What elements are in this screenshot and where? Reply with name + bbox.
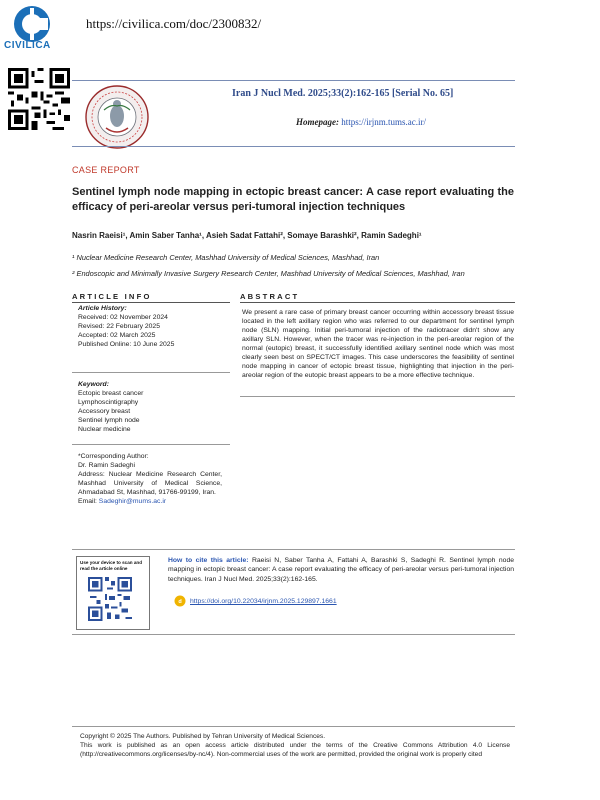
article-title: Sentinel lymph node mapping in ectopic breast cancer: A case report evaluating the efficacy of peri-areolar versus peri-tumoral injection techniques (72, 186, 514, 213)
header-rule-bottom (72, 146, 515, 147)
svg-text:d: d (178, 599, 182, 606)
info-divider-2 (72, 444, 230, 445)
keyword-item: Nuclear medicine (78, 426, 131, 433)
footer-rule (72, 726, 515, 727)
corresponding-block (72, 452, 222, 506)
history-label: Article History: (78, 305, 127, 312)
homepage-link[interactable]: https://irjnm.tums.ac.ir/ (341, 117, 426, 127)
keywords-block (72, 380, 232, 434)
keyword-item: Accessory breast (78, 408, 131, 415)
abstract-end-rule (240, 396, 515, 397)
abstract-rule (240, 302, 515, 303)
homepage-label: Homepage: (296, 117, 339, 127)
email-label: Email: (78, 498, 97, 505)
scan-instruction: Use your device to scan and read the article online (80, 560, 143, 571)
doi-icon (174, 595, 186, 607)
doi-link[interactable]: https://doi.org/10.22034/irjnm.2025.129897.1661 (190, 598, 337, 605)
cite-rule-top (72, 549, 515, 550)
keyword-item: Sentinel lymph node (78, 417, 140, 424)
journal-logo-icon (84, 84, 150, 150)
info-divider-1 (72, 372, 230, 373)
info-rule (72, 302, 230, 303)
header-rule-top (72, 80, 515, 81)
history-published: Published Online: 10 June 2025 (78, 341, 175, 348)
civilica-brand: CIVILICA (4, 40, 51, 51)
copyright-text: Copyright © 2025 The Authors. Published by Tehran University of Medical Sciences. (80, 733, 326, 740)
keyword-item: Ectopic breast cancer (78, 390, 144, 397)
history-accepted: Accepted: 02 March 2025 (78, 332, 156, 339)
keyword-label: Keyword: (78, 381, 109, 388)
corresponding-email-row (78, 497, 222, 506)
document-url[interactable]: https://civilica.com/doc/2300832/ (86, 16, 262, 31)
keyword-item: Lymphoscintigraphy (78, 399, 139, 406)
affiliation-1: ¹ Nuclear Medicine Research Center, Mashhad University of Medical Sciences, Mashhad, Iran (72, 253, 380, 262)
cite-rule-bottom (72, 634, 515, 635)
how-to-cite-label: How to cite this article: (168, 557, 249, 564)
article-authors: Nasrin Raeisi¹, Amin Saber Tanha¹, Asieh Sadat Fattahi², Somaye Barashki², Ramin Sadeghi¹ (72, 231, 422, 240)
footer (80, 732, 510, 760)
abstract-heading: ABSTRACT (240, 292, 300, 301)
corresponding-address: Address: Nuclear Medicine Research Center, Mashhad University of Medical Science, Ahmadabad St, Mashhad, 91766-99199, Iran. (78, 471, 222, 496)
journal-homepage (296, 117, 426, 127)
license-text: This work is published as an open access article distributed under the terms of the Creative Commons Attribution 4.0 License (http://creativecommons.org/licenses/by-nc/4). Non-commercial uses of the work are permitted, provided the original work is properly cited (80, 742, 510, 759)
article-info-heading: ARTICLE INFO (72, 292, 152, 301)
abstract-text: We present a rare case of primary breast cancer occurring within accessory breast tissue located in the left axillary region who was referred to our department for sentinel lymph node (SLN) mapping. Initial peri-tumoral injection of the radiotracer didn't show any axillary SLN. However, when the tracer was re-injection in the peri-areolar region of the normal (eutopic) breast, it successfully identified axillary sentinel node which was most clearly seen best on SPECT/CT images. This case underscores the feasibility of sentinel node mapping in cancer of ectopic breast tissue, highlighting that injection in the peri-areolar region of the eutopic breast appears to be a more effective technique. (242, 309, 514, 379)
corresponding-label: *Corresponding Author: (78, 453, 149, 460)
affiliation-2: ² Endoscopic and Minimally Invasive Surgery Research Center, Mashhad University of Medical Sciences, Mashhad, Iran (72, 269, 465, 278)
history-received: Received: 02 November 2024 (78, 314, 168, 321)
history-revised: Revised: 22 February 2025 (78, 323, 160, 330)
how-to-cite-text: Raeisi N, Saber Tanha A, Fattahi A, Barashki S, Sadeghi R. Sentinel lymph node mapping in ectopic breast cancer: A case report evaluating the efficacy of peri-areolar versus peri-tumoral injection techniques. Iran J Nucl Med. 2025;33(2):162-165. (168, 557, 515, 583)
journal-citation: Iran J Nucl Med. 2025;33(2):162-165 [Serial No. 65] (232, 88, 454, 99)
article-type: CASE REPORT (72, 165, 140, 175)
corresponding-name: Dr. Ramin Sadeghi (78, 462, 136, 469)
article-qr-code-icon (88, 577, 132, 621)
qr-code-icon (8, 68, 70, 130)
article-info (72, 304, 232, 349)
email-link[interactable]: Sadeghir@mums.ac.ir (98, 498, 167, 505)
how-to-cite (168, 556, 514, 584)
